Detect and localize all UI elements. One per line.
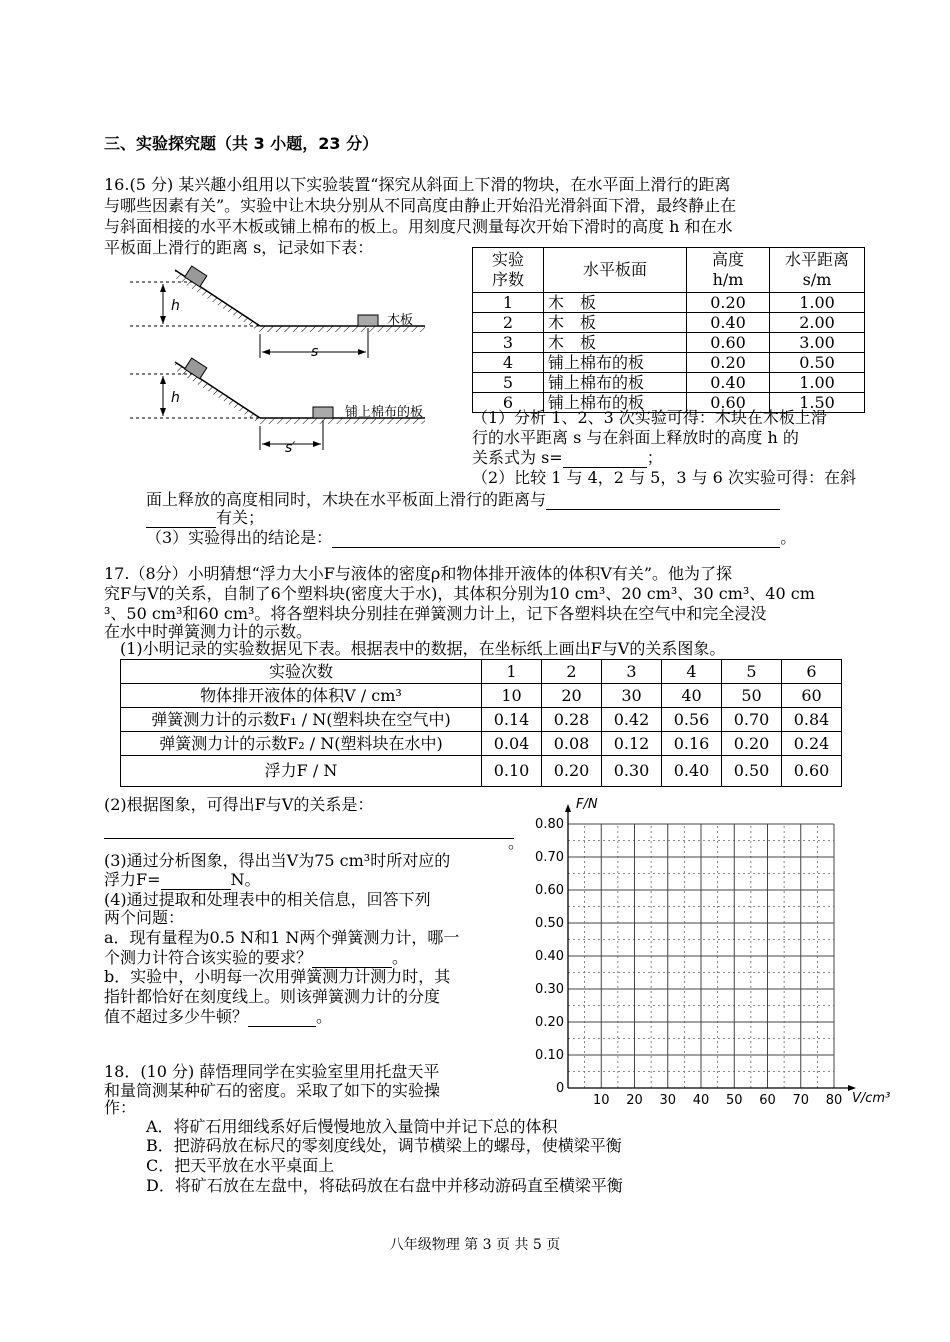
q17-data-table xyxy=(120,659,842,787)
table-cell: 5 xyxy=(473,373,544,393)
chart-axes xyxy=(565,804,856,1091)
y-tick-label: 0.60 xyxy=(535,883,564,898)
table-cell: 0.20 xyxy=(722,732,782,756)
table-cell: 3.00 xyxy=(770,333,865,353)
table-cell: 0.50 xyxy=(770,353,865,373)
table-cell: 0.40 xyxy=(687,313,770,333)
table-cell: 0.40 xyxy=(687,373,770,393)
q17-a-end: 。 xyxy=(392,948,409,967)
table-cell: 6 xyxy=(782,660,842,684)
q17-text-line: 在水中时弹簧测力计的示数。 xyxy=(104,622,313,641)
q16-header-cell: 高度 h/m xyxy=(687,248,770,293)
y-tick-labels xyxy=(535,817,564,1063)
y-tick-label: 0.80 xyxy=(535,817,564,832)
x-tick-labels xyxy=(593,1093,842,1108)
answer-blank[interactable] xyxy=(563,451,647,468)
table-row xyxy=(473,333,865,353)
answer-blank[interactable] xyxy=(546,493,780,510)
q18-option-c: C．把天平放在水平桌面上 xyxy=(146,1156,335,1175)
q16-sub3-end: 。 xyxy=(780,528,797,547)
y-axis-arrow xyxy=(565,804,571,812)
wood-block-on-cloth xyxy=(313,407,333,418)
page-footer: 八年级物理 第 3 页 共 5 页 xyxy=(389,1237,561,1253)
answer-blank[interactable] xyxy=(332,531,780,548)
table-row xyxy=(121,684,842,708)
table-cell: 实验次数 xyxy=(121,660,482,684)
x-tick-label: 70 xyxy=(792,1093,810,1108)
y-tick-label: 0.10 xyxy=(535,1048,564,1063)
q18-option-d: D．将矿石放在左盘中，将砝码放在右盘中并移动游码直至横梁平衡 xyxy=(146,1176,623,1195)
section-heading: 三、实验探究题（共 3 小题，23 分） xyxy=(104,134,379,153)
x-axis-label: V/cm³ xyxy=(852,1091,891,1106)
table-cell: 木 板 xyxy=(544,313,687,333)
x-tick-label: 40 xyxy=(692,1093,710,1108)
table-cell: 1.00 xyxy=(770,373,865,393)
y-axis-label: F/N xyxy=(576,797,598,812)
q16-header-cell: 实验 序数 xyxy=(473,248,544,293)
q18-text-line: 和量筒测某种矿石的密度。采取了如下的实验操 xyxy=(104,1081,441,1100)
x-tick-label: 50 xyxy=(725,1093,743,1108)
table-row xyxy=(473,293,865,313)
table-row xyxy=(473,353,865,373)
table-row xyxy=(121,732,842,756)
table-cell: 0.14 xyxy=(482,708,542,732)
f-v-coordinate-grid xyxy=(528,796,898,1116)
y-tick-label: 0.30 xyxy=(535,982,564,997)
table-cell: 10 xyxy=(482,684,542,708)
q16-sub2-line3: 有关； xyxy=(216,508,265,527)
table-cell: 0.56 xyxy=(662,708,722,732)
q17-a-line1: a．现有量程为0.5 N和1 N两个弹簧测力计，哪一 xyxy=(104,928,460,947)
q18-option-b: B．把游码放在标尺的零刻度线处，调节横梁上的螺母，使横梁平衡 xyxy=(146,1136,622,1155)
label-wood-board: 木板 xyxy=(387,313,414,328)
x-tick-label: 30 xyxy=(659,1093,677,1108)
table-cell: 0.50 xyxy=(722,756,782,787)
table-cell: 1.50 xyxy=(770,393,865,413)
q16-header-cell: 水平板面 xyxy=(544,248,687,293)
label-s: s xyxy=(311,344,319,360)
table-cell: 30 xyxy=(602,684,662,708)
q17-sub3-line1: (3)通过分析图象，得出当V为75 cm³时所对应的 xyxy=(104,851,451,870)
x-tick-label: 20 xyxy=(626,1093,643,1108)
table-cell: 铺上棉布的板 xyxy=(544,373,687,393)
label-h-2: h xyxy=(171,390,180,406)
table-cell: 物体排开液体的体积V / cm³ xyxy=(121,684,482,708)
table-cell: 木 板 xyxy=(544,293,687,313)
x-tick-label: 60 xyxy=(759,1093,776,1108)
table-cell: 4 xyxy=(473,353,544,373)
q16-text-line: 与斜面相接的水平木板或铺上棉布的板上。用刻度尺测量每次开始下滑时的高度 h 和在水 xyxy=(104,217,733,236)
table-cell: 1 xyxy=(473,293,544,313)
table-cell: 0.28 xyxy=(542,708,602,732)
table-row xyxy=(121,756,842,787)
table-cell: 0.60 xyxy=(687,393,770,413)
q17-text-line: 究F与V的关系，自制了6个塑料块(密度大于水)，其体积分别为10 cm³、20 cm³、30 cm³、40 cm xyxy=(104,584,815,603)
q17-text-line: ³、50 cm³和60 cm³。将各塑料块分别挂在弹簧测力计上，记下各塑料块在空气中和完全浸没 xyxy=(104,604,767,623)
q17-b-line3: 值不超过多少牛顿？ xyxy=(104,1007,249,1026)
table-row xyxy=(473,313,865,333)
q16-sub2-line1: （2）比较 1 与 4，2 与 5，3 与 6 次实验可得：在斜 xyxy=(472,468,856,487)
table-cell: 2.00 xyxy=(770,313,865,333)
table-cell: 60 xyxy=(782,684,842,708)
table-cell: 2 xyxy=(542,660,602,684)
q17-sub2-end: 。 xyxy=(508,833,525,852)
table-cell: 弹簧测力计的示数F₂ / N(塑料块在水中) xyxy=(121,732,482,756)
y-tick-label: 0.50 xyxy=(535,916,564,931)
grid-major-lines xyxy=(568,824,834,1088)
y-tick-label: 0.40 xyxy=(535,949,564,964)
table-cell: 弹簧测力计的示数F₁ / N(塑料块在空气中) xyxy=(121,708,482,732)
table-cell: 0.24 xyxy=(782,732,842,756)
answer-blank[interactable] xyxy=(104,822,514,839)
q17-b-end: 。 xyxy=(316,1007,333,1026)
table-row xyxy=(121,708,842,732)
table-cell: 0.12 xyxy=(602,732,662,756)
table-cell: 0.60 xyxy=(687,333,770,353)
q16-sub1: （1）分析 1、2、3 次实验可得：木块在木板上滑 行的水平距离 s 与在斜面上释放时的高度 h 的 关系式为 s= ； xyxy=(472,408,827,467)
x-tick-label: 10 xyxy=(592,1093,610,1108)
label-cloth-board: 铺上棉布的板 xyxy=(345,405,424,420)
table-cell: 40 xyxy=(662,684,722,708)
answer-blank[interactable] xyxy=(161,873,231,890)
q18-text-line: 18．(10 分) 薛悟理同学在实验室里用托盘天平 xyxy=(104,1062,440,1081)
q16-sub3: （3）实验得出的结论是： xyxy=(146,528,333,547)
answer-blank[interactable] xyxy=(248,1010,316,1027)
table-cell: 0.20 xyxy=(687,353,770,373)
table-cell: 0.16 xyxy=(662,732,722,756)
q16-text-line: 16.(5 分) 某兴趣小组用以下实验装置“探究从斜面上下滑的物块，在水平面上滑行的距离 xyxy=(104,175,731,194)
table-cell: 3 xyxy=(602,660,662,684)
q17-sub2: (2)根据图象，可得出F与V的关系是： xyxy=(104,795,374,814)
label-h-1: h xyxy=(171,298,180,314)
table-cell: 1.00 xyxy=(770,293,865,313)
table-cell: 0.04 xyxy=(482,732,542,756)
table-cell: 50 xyxy=(722,684,782,708)
table-cell: 0.84 xyxy=(782,708,842,732)
q17-sub3-end: N。 xyxy=(230,870,261,889)
label-s-prime: s′ xyxy=(285,440,296,456)
table-row xyxy=(121,660,842,684)
table-cell: 0.40 xyxy=(662,756,722,787)
q16-sub1-line: 关系式为 s= xyxy=(472,448,563,467)
table-cell: 浮力F / N xyxy=(121,756,482,787)
q16-sub1-line: 行的水平距离 s 与在斜面上释放时的高度 h 的 xyxy=(472,428,799,447)
table-cell: 0.08 xyxy=(542,732,602,756)
q18-text-line: 作： xyxy=(104,1098,137,1117)
q17-sub3-line2: 浮力F= xyxy=(104,870,161,889)
q16-text-line: 平板面上滑行的距离 s，记录如下表： xyxy=(104,238,374,257)
table-cell: 铺上棉布的板 xyxy=(544,393,687,413)
q17-a-line2: 个测力计符合该实验的要求？ xyxy=(104,948,313,967)
table-cell: 2 xyxy=(473,313,544,333)
q17-sub4-line1: (4)通过提取和处理表中的相关信息，回答下列 xyxy=(104,890,431,909)
q16-data-table xyxy=(472,247,865,413)
table-row xyxy=(473,373,865,393)
x-tick-label: 80 xyxy=(825,1093,843,1108)
q16-text-line: 与哪些因素有关”。实验中让木块分别从不同高度由静止开始沿光滑斜面下滑，最终静止在 xyxy=(104,196,737,215)
q16-header-cell: 水平距离 s/m xyxy=(770,248,865,293)
table-cell: 0.60 xyxy=(782,756,842,787)
q16-sub1-line: （1）分析 1、2、3 次实验可得：木块在木板上滑 xyxy=(472,408,827,427)
y-tick-label: 0.20 xyxy=(535,1015,564,1030)
origin-label: 0 xyxy=(556,1081,565,1096)
table-cell: 0.20 xyxy=(542,756,602,787)
table-cell: 3 xyxy=(473,333,544,353)
y-tick-label: 0.70 xyxy=(535,850,564,865)
table-cell: 5 xyxy=(722,660,782,684)
table-cell: 铺上棉布的板 xyxy=(544,353,687,373)
q17-sub1: (1)小明记录的实验数据见下表。根据表中的数据，在坐标纸上画出F与V的关系图象。 xyxy=(120,639,726,658)
q16-apparatus-diagram xyxy=(125,262,455,462)
q17-b-line1: b．实验中，小明每一次用弹簧测力计测力时，其 xyxy=(104,967,451,986)
q17-text-line: 17.（8分）小明猜想“浮力大小F与液体的密度ρ和物体排开液体的体积V有关”。他为了探 xyxy=(104,564,733,583)
table-cell: 1 xyxy=(482,660,542,684)
q17-b-line2: 指针都恰好在刻度线上。则该弹簧测力计的分度 xyxy=(104,987,441,1006)
table-cell: 0.42 xyxy=(602,708,662,732)
table-cell: 木 板 xyxy=(544,333,687,353)
table-cell: 0.70 xyxy=(722,708,782,732)
table-cell: 0.30 xyxy=(602,756,662,787)
table-cell: 0.20 xyxy=(687,293,770,313)
q17-sub4-line2: 两个问题： xyxy=(104,908,185,927)
table-cell: 0.10 xyxy=(482,756,542,787)
q16-sub2-line2: 面上释放的高度相同时，木块在水平板面上滑行的距离与 xyxy=(146,490,547,509)
table-cell: 6 xyxy=(473,393,544,413)
table-cell: 4 xyxy=(662,660,722,684)
wood-block-on-board xyxy=(358,315,378,326)
answer-blank[interactable] xyxy=(146,511,216,528)
q18-option-a: A．将矿石用细线系好后慢慢地放入量筒中并记下总的体积 xyxy=(146,1117,558,1136)
table-cell: 20 xyxy=(542,684,602,708)
